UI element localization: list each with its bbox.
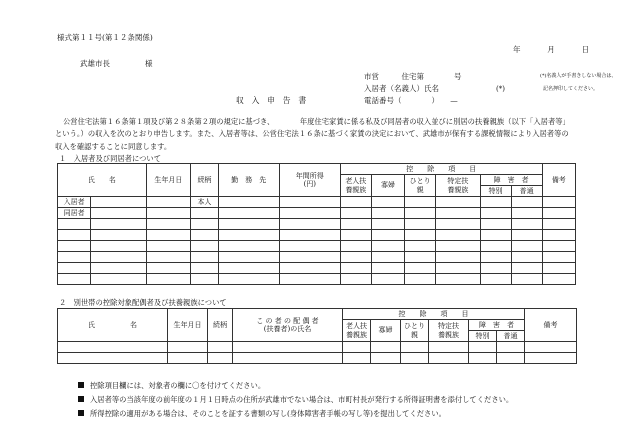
date-month: 月 bbox=[547, 45, 555, 54]
addressee-city: 武雄市長 bbox=[80, 59, 110, 68]
table-row bbox=[58, 219, 576, 230]
spouse-1: こ の 者 の 配 偶 者 bbox=[256, 316, 319, 325]
col-specific-dependent bbox=[429, 320, 469, 342]
col-remarks: 備考 bbox=[525, 309, 577, 342]
bullet-square-icon bbox=[78, 382, 84, 388]
table-row bbox=[58, 353, 577, 364]
col-elderly-dependent bbox=[343, 320, 371, 342]
form-title: 収 入 申 告 書 bbox=[236, 96, 307, 105]
sdep-1: 特定扶 bbox=[438, 322, 459, 331]
table-row bbox=[58, 208, 576, 219]
table-row bbox=[58, 263, 576, 274]
bullet-square-icon bbox=[78, 410, 84, 416]
elderly-dep-2: 養親族 bbox=[345, 185, 367, 194]
col-disabled: 障 害 者 bbox=[469, 320, 525, 331]
addressee-honorific: 様 bbox=[145, 59, 153, 68]
table-row bbox=[58, 230, 576, 241]
sdep-2: 養親族 bbox=[438, 330, 459, 339]
applicant-name-label: 入居者（名義人）氏名 bbox=[364, 84, 439, 93]
row-label: 同居者 bbox=[58, 208, 91, 219]
elderly-dep-2: 養親族 bbox=[346, 330, 367, 339]
seal-note-1: (*)名義人が手書きしない場合は、 bbox=[540, 73, 617, 79]
declaration-paragraph: 公営住宅法第１６条第１項及び第２８条第２項の規定に基づき、 年度住宅家賃に係る私及び同居者の収入並びに別居の扶養親族（以下「入居者等」という。）の収入を次のとおり申告します。また、入居者等は、公営住宅法１６条に基づく家賃の決定において、武雄市が保有する課税情報により入居者等の収入を確認することに同意します。 bbox=[55, 117, 570, 151]
table-row bbox=[58, 342, 577, 353]
col-remarks: 備考 bbox=[542, 164, 575, 197]
col-spouse bbox=[233, 309, 343, 342]
section2-heading: ２ 別世帯の控除対象配偶者及び扶養親族について bbox=[59, 298, 227, 307]
row-relation bbox=[191, 208, 219, 219]
form-number: 様式第１１号(第１２条関係) bbox=[57, 33, 153, 42]
table-row bbox=[58, 197, 576, 208]
note-3 bbox=[78, 409, 446, 419]
separate-household-table bbox=[57, 308, 577, 364]
phone-label: 電話番号（ ） — bbox=[364, 96, 458, 105]
col-normal: 普通 bbox=[511, 186, 542, 197]
note-1 bbox=[78, 381, 265, 391]
col-relation: 続柄 bbox=[191, 164, 219, 197]
address-label: 市営 住宅第 号 bbox=[364, 72, 462, 81]
row-label: 入居者 bbox=[58, 197, 91, 208]
single-1: ひとり bbox=[409, 177, 431, 186]
seal-note-2: 記名押印してください。 bbox=[543, 86, 599, 92]
note-2-text: 入居者等の当該年度の前年度の１月１日時点の住所が武雄市でない場合は、市町村長が発行する所得証明書を添付してください。 bbox=[90, 395, 514, 404]
col-single-parent bbox=[405, 175, 436, 197]
note-3-text: 所得控除の適用がある場合は、そのことを証する書類の写し(身体障害者手帳の写し等)を提出してください。 bbox=[90, 409, 446, 418]
single-2: 親 bbox=[411, 330, 418, 339]
table-row bbox=[58, 274, 576, 285]
spouse-2: (扶養者)の氏名 bbox=[263, 325, 312, 333]
sdep-2: 養親族 bbox=[447, 185, 469, 194]
col-workplace: 勤 務 先 bbox=[218, 164, 279, 197]
col-income bbox=[279, 164, 340, 197]
col-deduction: 控 除 項 目 bbox=[340, 164, 542, 175]
col-disabled: 障 害 者 bbox=[480, 175, 542, 186]
table-row bbox=[58, 241, 576, 252]
col-birth: 生年月日 bbox=[146, 164, 190, 197]
sdep-1: 特定扶 bbox=[447, 177, 469, 186]
seal-mark: (*) bbox=[496, 85, 505, 93]
col-name: 氏 名 bbox=[58, 164, 147, 197]
note-2 bbox=[78, 395, 513, 405]
col-specific-dependent bbox=[436, 175, 480, 197]
single-1: ひとり bbox=[404, 322, 425, 331]
col-special: 特別 bbox=[480, 186, 511, 197]
note-1-text: 控除項目欄には、対象者の欄に〇を付けてください。 bbox=[90, 381, 266, 390]
col-single-parent bbox=[401, 320, 429, 342]
col-special: 特別 bbox=[469, 331, 497, 342]
row-relation: 本人 bbox=[191, 197, 219, 208]
col-birth: 生年月日 bbox=[168, 309, 208, 342]
date-day: 日 bbox=[581, 45, 590, 54]
col-deduction: 控 除 項 目 bbox=[343, 309, 525, 320]
household-table bbox=[57, 163, 576, 285]
col-widow: 寡婦 bbox=[371, 175, 404, 197]
col-name: 氏 名 bbox=[58, 309, 168, 342]
col-elderly-dependent bbox=[340, 175, 371, 197]
date-year: 年 bbox=[513, 45, 521, 54]
elderly-dep-1: 老人扶 bbox=[345, 177, 367, 186]
bullet-square-icon bbox=[78, 396, 84, 402]
col-normal: 普通 bbox=[497, 331, 525, 342]
income-unit: (円) bbox=[303, 180, 317, 188]
elderly-dep-1: 老人扶 bbox=[346, 322, 367, 331]
col-relation: 続柄 bbox=[208, 309, 233, 342]
table-row bbox=[58, 252, 576, 263]
col-widow: 寡婦 bbox=[371, 320, 401, 342]
date-line bbox=[513, 46, 589, 54]
section1-heading: １ 入居者及び同居者について bbox=[59, 154, 162, 163]
single-2: 親 bbox=[416, 185, 424, 194]
income-label: 年間所得 bbox=[295, 171, 324, 180]
